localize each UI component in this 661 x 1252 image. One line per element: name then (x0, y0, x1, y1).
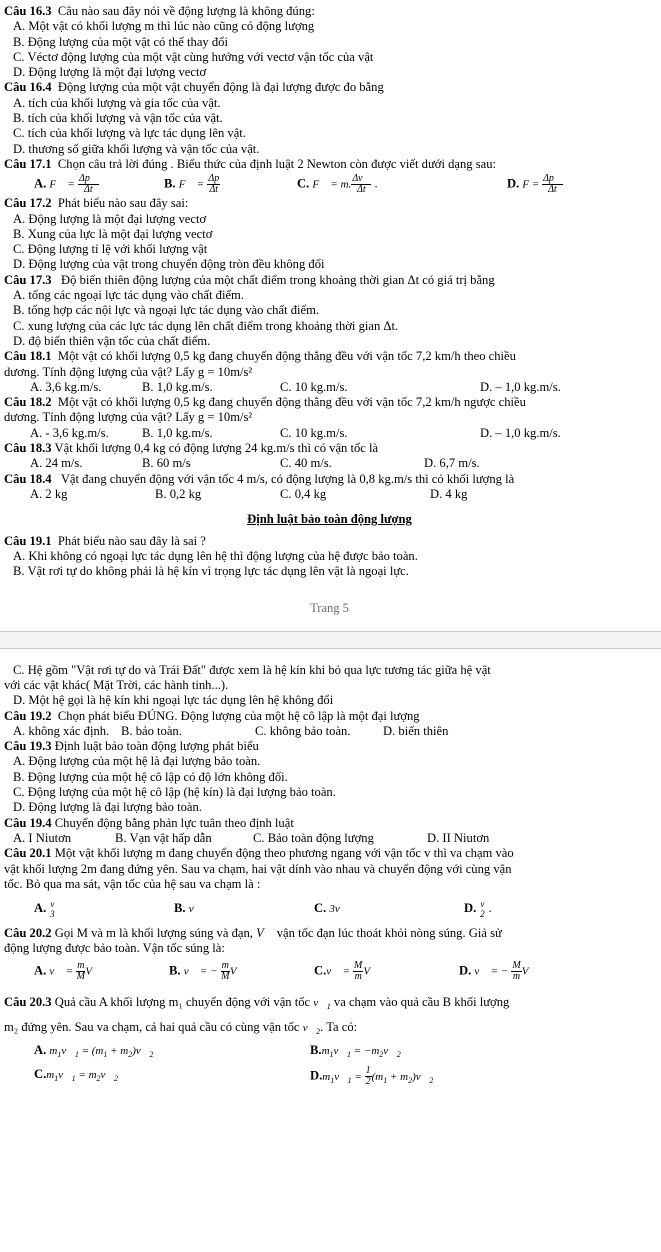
option-18-3-d: D. 6,7 m/s. (424, 456, 480, 471)
option-19-4-c: C. Bảo toàn động lượng (253, 830, 374, 845)
option-17-1-a: A. F⃗ = $\frac{\Delta p⃗}{\Delta t}$ (34, 172, 98, 195)
question-18-4: Câu 18.4 Vật đang chuyển động với vận tốc 4 m/s, có động lượng là 0,8 kg.m/s thì có khối lượng là (4, 471, 515, 486)
option-19-1-c-cont: với các vật khác( Mặt Trời, các hành tinh...). (4, 677, 229, 692)
option-17-2-b: B. Xung của lực là một đại lượng vectơ (13, 226, 213, 241)
option-17-3-a: A. tổng các ngoại lực tác dụng vào chất điểm. (13, 288, 244, 303)
question-17-1: Câu 17.1 Chọn câu trả lời đúng . Biểu thức của định luật 2 Newton còn được viết dưới dạng sau: (4, 156, 497, 171)
question-20-1-cont2: tốc. Bỏ qua ma sát, vận tốc của hệ sau va chạm là : (4, 876, 261, 891)
page-divider (0, 631, 661, 649)
page-footer: Trang 5 (310, 601, 349, 616)
section-heading: Định luật bảo toàn động lượng (247, 512, 412, 527)
options-18-4 (30, 487, 655, 502)
option-20-1-c: C. 3v (314, 900, 340, 915)
option-20-3-c: $C.m_1v⃗_1$ = $m_2v⃗_2$ (34, 1067, 118, 1084)
options-18-1 (30, 380, 655, 395)
options-19-2 (13, 724, 655, 739)
option-20-3-b: $B.m_1v⃗_1$ = $-m_2v⃗_2$ (310, 1042, 401, 1059)
option-20-2-c: C.v⃗ = $\frac{M}{m}$ V⃗ (314, 960, 379, 983)
option-19-2-c: C. không bảo toàn. (255, 723, 351, 738)
option-19-4-a: A. I Niutơn (13, 830, 72, 845)
option-18-2-c: C. 10 kg.m/s. (280, 425, 348, 440)
option-16-4-d: D. thương số giữa khối lượng và vận tốc của vật. (13, 141, 260, 156)
option-18-4-b: B. 0,2 kg (155, 486, 202, 501)
question-20-1-cont1: vật khối lượng 2m đang đứng yên. Sau va chạm, hai vật dính vào nhau và chuyển động với cùng vận (4, 861, 512, 876)
option-16-4-c: C. tích của khối lượng và lực tác dụng lên vật. (13, 126, 246, 141)
option-20-3-d: $D.m_1v⃗_1$ = $\frac{1}{2}$ ($m_1$ + $m_2)v⃗_2$ (310, 1065, 434, 1088)
options-20-1 (34, 892, 655, 926)
options-18-2 (30, 426, 655, 441)
option-18-1-b: B. 1,0 kg.m/s. (142, 379, 213, 394)
question-20-3-cont: m₂ đứng yên. Sau va chạm, cả hai quả cầu có cùng vận tốc $v⃗_2$. Ta có: (4, 1020, 358, 1037)
question-16-3: Câu 16.3 Câu nào sau đây nói về động lượng là không đúng: (4, 4, 315, 18)
option-17-3-b: B. tổng hợp các nội lực và ngoại lực tác dụng vào chất điểm. (13, 303, 320, 318)
options-17-1 (34, 172, 655, 196)
option-20-3-a: A. $m_1v⃗_1 = (m_1$ + $m_2)v⃗_2$ (34, 1042, 154, 1059)
option-19-2-a: A. không xác định. (13, 723, 110, 738)
option-18-3-a: A. 24 m/s. (30, 456, 83, 471)
option-19-4-d: D. II Niutơn (427, 830, 490, 845)
question-20-1: Câu 20.1 Một vật khối lượng m đang chuyển động theo phương ngang với vận tốc v thì va chạm vào (4, 846, 514, 861)
option-17-1-b: B. F⃗ = $\frac{\Delta p}{\Delta t}$ (164, 172, 220, 195)
option-19-3-b: B. Động lượng của một hệ cô lập có độ lớn không đổi. (13, 769, 288, 784)
option-19-3-c: C. Động lượng của một hệ cô lập (hệ kín) là đại lượng bảo toàn. (13, 785, 336, 800)
option-20-1-d: D. v 2 . (464, 899, 492, 920)
option-18-3-c: C. 40 m/s. (280, 456, 332, 471)
option-17-1-c: C. F⃗ = m. $\frac{\Delta v⃗}{\Delta t}$ . (297, 172, 378, 195)
option-20-2-a: A. v⃗ = $\frac{m}{M}$ V⃗ (34, 960, 101, 983)
option-18-3-b: B. 60 m/s (142, 456, 191, 471)
options-20-2 (34, 957, 655, 987)
option-19-1-b: B. Vật rơi tự do không phải là hệ kín vì trọng lực tác dụng lên vật là ngoại lực. (13, 564, 409, 579)
question-20-2: Câu 20.2 Gọi M và m là khối lượng súng và đạn, V⃗ vận tốc đạn lúc thoát khỏi nòng súng. Giả sử (4, 926, 502, 941)
option-19-4-b: B. Vạn vật hấp dẫn (115, 830, 212, 845)
option-19-1-a: A. Khi không có ngoại lực tác dụng lên hệ thì động lượng của hệ được bảo toàn. (13, 548, 418, 563)
option-19-1-d: D. Một hệ gọi là hệ kín khi ngoại lực tác dụng lên hệ không đổi (13, 693, 334, 708)
question-19-4: Câu 19.4 Chuyển động bằng phản lực tuân theo định luật (4, 815, 294, 830)
option-19-3-d: D. Động lượng là đại lượng bảo toàn. (13, 800, 202, 815)
question-17-2: Câu 17.2 Phát biểu nào sau đây sai: (4, 196, 189, 211)
option-16-3-d: D. Động lượng là một đại lượng vectơ (13, 65, 207, 80)
option-20-1-b: B. v (174, 900, 194, 915)
options-20-3-row1 (34, 1043, 655, 1062)
question-19-3: Câu 19.3 Định luật bảo toàn động lượng phát biểu (4, 739, 259, 754)
options-18-3 (30, 456, 655, 471)
option-17-2-d: D. Động lượng của vật trong chuyển động tròn đều không đổi (13, 257, 325, 272)
option-18-2-b: B. 1,0 kg.m/s. (142, 425, 213, 440)
option-16-3-b: B. Động lượng của một vật có thể thay đổi (13, 34, 228, 49)
question-18-1: Câu 18.1 Một vật có khối lượng 0,5 kg đang chuyển động thẳng đều với vận tốc 7,2 km/h theo chiều (4, 349, 516, 364)
option-20-2-b: B. v⃗ = − $\frac{m}{M}$ V⃗ (169, 960, 246, 983)
option-17-2-a: A. Động lượng là một đại lượng vectơ (13, 211, 207, 226)
options-19-4 (13, 831, 655, 846)
option-16-4-b: B. tích của khối lượng và vận tốc của vật. (13, 111, 223, 126)
option-16-3-c: C. Véctơ động lượng của một vật cùng hướng với vectơ vận tốc của vật (13, 49, 374, 64)
options-20-3-row2 (34, 1066, 655, 1088)
option-18-2-d: D. – 1,0 kg.m/s. (480, 425, 561, 440)
question-16-4: Câu 16.4 Động lượng của một vật chuyển động là đại lượng được đo bằng (4, 80, 384, 95)
option-18-2-a: A. - 3,6 kg.m/s. (30, 425, 109, 440)
option-20-1-a: A. v 3 (34, 899, 55, 920)
question-19-1: Câu 19.1 Phát biểu nào sau đây là sai ? (4, 533, 206, 548)
option-16-4-a: A. tích của khối lượng và gia tốc của vật. (13, 95, 221, 110)
option-20-2-d: D. v⃗ = − $\frac{M}{m}$ V⃗ (459, 960, 537, 983)
option-19-1-c: C. Hệ gồm "Vật rơi tự do và Trái Đất" được xem là hệ kín khi bỏ qua lực tương tác giữa hệ vật (13, 662, 491, 677)
question-18-1-cont: dương. Tính động lượng của vật? Lấy g = 10m/s² (4, 364, 253, 379)
question-18-2: Câu 18.2 Một vật có khối lượng 0,5 kg đang chuyển động thẳng đều với vận tốc 7,2 km/h ngược chiều (4, 395, 526, 410)
option-19-3-a: A. Động lượng của một hệ là đại lượng bảo toàn. (13, 754, 261, 769)
option-17-2-c: C. Động lượng tỉ lệ với khối lượng vật (13, 242, 208, 257)
question-18-2-cont: dương. Tính động lượng của vật? Lấy g = 10m/s² (4, 410, 253, 425)
option-17-3-c: C. xung lượng của các lực tác dụng lên chất điểm trong khoảng thời gian Δt. (13, 318, 399, 333)
option-18-1-c: C. 10 kg.m/s. (280, 379, 348, 394)
option-18-4-c: C. 0,4 kg (280, 486, 327, 501)
question-17-3: Câu 17.3 Độ biến thiên động lượng của một chất điểm trong khoảng thời gian Δt có giá trị bằng (4, 272, 495, 287)
option-19-2-d: D. biến thiên (383, 723, 449, 738)
option-16-3-a: A. Một vật có khối lượng m thì lúc nào cũng có động lượng (13, 19, 315, 34)
option-18-4-d: D. 4 kg (430, 486, 468, 501)
option-18-1-d: D. – 1,0 kg.m/s. (480, 379, 561, 394)
option-17-3-d: D. độ biến thiên vận tốc của chất điểm. (13, 333, 211, 348)
question-20-2-cont: động lượng được bảo toàn. Vận tốc súng là: (4, 941, 225, 956)
option-19-2-b: B. bảo toàn. (121, 723, 182, 738)
question-18-3: Câu 18.3 Vật khối lượng 0,4 kg có động lượng 24 kg.m/s thì có vận tốc là (4, 441, 379, 456)
option-18-4-a: A. 2 kg (30, 486, 68, 501)
question-19-2: Câu 19.2 Chọn phát biểu ĐÚNG. Động lượng của một hệ cô lập là một đại lượng (4, 708, 420, 723)
question-20-3: Câu 20.3 Quả cầu A khối lượng m₁ chuyển động với vận tốc $v⃗_1$ va chạm vào quả cầu B khối lượng (4, 994, 510, 1011)
option-18-1-a: A. 3,6 kg.m/s. (30, 379, 102, 394)
option-17-1-d: D. F = $\frac{\Delta p⃗}{\Delta t}$ (507, 172, 562, 195)
